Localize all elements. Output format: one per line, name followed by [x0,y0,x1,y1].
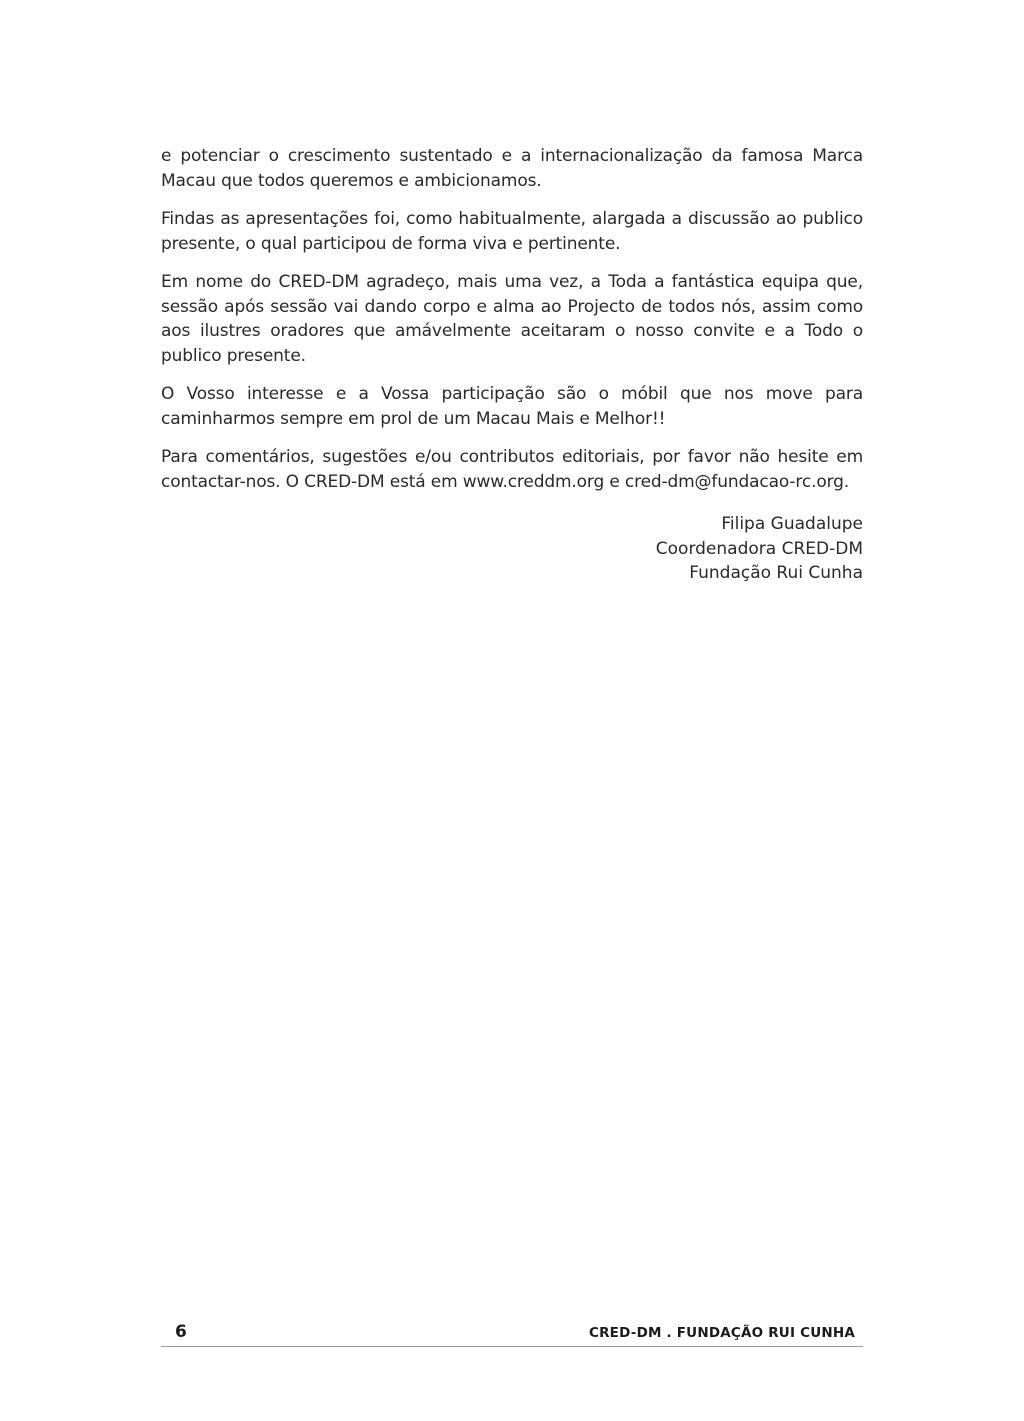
page-footer [161,1320,863,1347]
paragraph-3: Em nome do CRED-DM agradeço, mais uma vez, a Toda a fantástica equipa que, sessão após sessão vai dando corpo e alma ao Projecto de todos nós, assim como aos ilustres oradores que amávelmente aceitaram o nosso convite e a Todo o publico presente. [161,272,863,366]
running-title: CRED-DM . FUNDAÇÃO RUI CUNHA [588,1325,855,1341]
signature-name: Filipa Guadalupe [721,514,863,534]
paragraph-2: Findas as apresentações foi, como habitualmente, alargada a discussão ao publico presente, o qual participou de forma viva e pertinente. [161,209,863,254]
signature-block [161,512,863,586]
paragraph-5: Para comentários, sugestões e/ou contributos editoriais, por favor não hesite em contactar-nos. O CRED-DM está em www.creddm.org e cred-dm@fundacao-rc.org. [161,447,863,492]
signature-organization: Fundação Rui Cunha [689,563,863,583]
paragraph-1: e potenciar o crescimento sustentado e a internacionalização da famosa Marca Macau que todos queremos e ambicionamos. [161,146,863,191]
page-number: 6 [175,1322,187,1342]
paragraph-4: O Vosso interesse e a Vossa participação são o móbil que nos move para caminharmos sempre em prol de um Macau Mais e Melhor!! [161,384,863,429]
signature-role: Coordenadora CRED-DM [655,538,863,559]
main-text-block [161,144,863,586]
